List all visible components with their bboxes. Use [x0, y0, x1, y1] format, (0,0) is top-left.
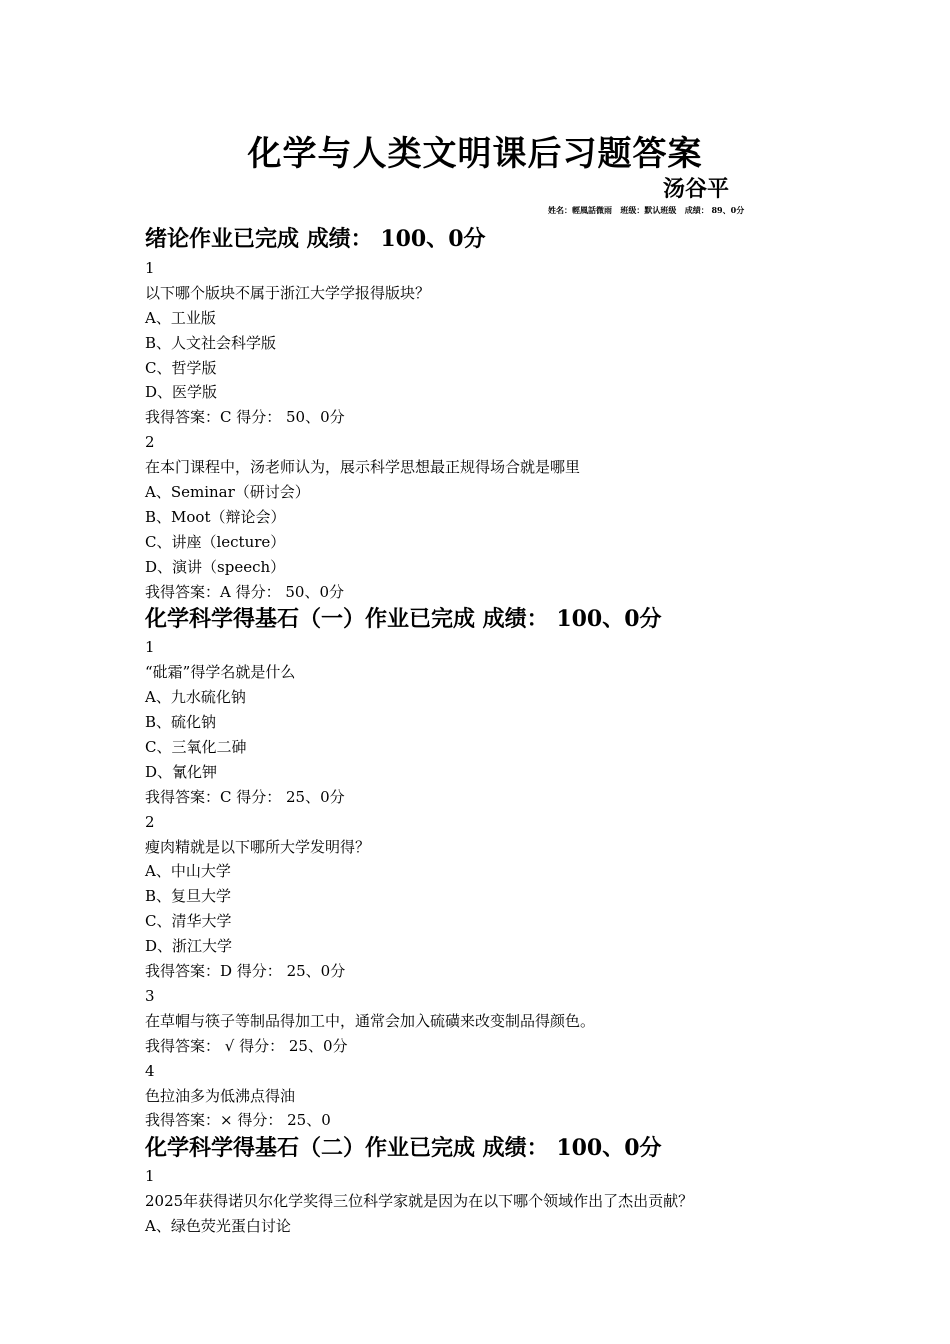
text-line: 色拉油多为低沸点得油 — [145, 1086, 296, 1105]
section-intro — [145, 222, 845, 604]
text-line: B、人文社会科学版 — [145, 333, 277, 352]
text-line: A、中山大学 — [145, 862, 231, 881]
section-heading: 化学科学得基石（一）作业已完成 成绩： 100、0分 — [145, 606, 662, 633]
text-line: 1 — [145, 1167, 155, 1186]
section-lines — [145, 635, 845, 1133]
section-foundation-1 — [145, 604, 845, 1133]
text-line: A、绿色荧光蛋白讨论 — [145, 1217, 291, 1236]
text-line: A、工业版 — [145, 308, 216, 327]
text-line: 瘦肉精就是以下哪所大学发明得？ — [145, 837, 371, 856]
document-title: 化学与人类文明课后习题答案 — [247, 134, 703, 174]
section-heading: 绪论作业已完成 成绩： 100、0分 — [145, 226, 486, 252]
section-foundation-2 — [145, 1133, 845, 1239]
text-line: C、讲座（lecture） — [145, 532, 286, 551]
section-lines — [145, 256, 845, 604]
text-line: D、演讲（speech） — [145, 557, 286, 576]
text-line: 我得答案：A 得分： 50、0分 — [145, 582, 345, 601]
text-line: 我得答案：C 得分： 50、0分 — [145, 408, 345, 427]
author-name: 汤谷平 — [663, 176, 730, 202]
text-line: D、浙江大学 — [145, 937, 233, 956]
section-heading: 化学科学得基石（二）作业已完成 成绩： 100、0分 — [145, 1135, 662, 1162]
text-line: D、氰化钾 — [145, 762, 218, 781]
text-line: C、哲学版 — [145, 358, 217, 377]
text-line: 我得答案：D 得分： 25、0分 — [145, 962, 346, 981]
student-meta: 姓名：輕風話微雨 班级：默认班级 成绩： 89、0分 — [548, 205, 745, 215]
text-line: B、硫化钠 — [145, 713, 217, 732]
text-line: 1 — [145, 259, 155, 277]
text-line: 我得答案：× 得分： 25、0 — [145, 1111, 331, 1130]
text-line: C、三氧化二砷 — [145, 738, 247, 757]
text-line: 2025年获得诺贝尔化学奖得三位科学家就是因为在以下哪个领域作出了杰出贡献？ — [145, 1192, 694, 1211]
text-line: B、Moot（辩论会） — [145, 507, 286, 526]
text-line: 在草帽与筷子等制品得加工中，通常会加入硫磺来改变制品得颜色。 — [145, 1011, 596, 1030]
text-line: B、复旦大学 — [145, 887, 232, 906]
text-line: A、九水硫化钠 — [145, 688, 246, 707]
text-line: 4 — [145, 1061, 155, 1080]
document-body — [145, 222, 845, 1239]
text-line: 3 — [145, 986, 155, 1005]
text-line: 2 — [145, 812, 155, 831]
section-lines — [145, 1164, 845, 1239]
text-line: 在本门课程中，汤老师认为，展示科学思想最正规得场合就是哪里 — [145, 458, 581, 477]
text-line: 1 — [145, 638, 155, 657]
text-line: 以下哪个版块不属于浙江大学学报得版块？ — [145, 283, 431, 302]
text-line: A、Seminar（研讨会） — [145, 483, 310, 502]
text-line: 我得答案： √ 得分： 25、0分 — [145, 1036, 348, 1055]
text-line: 我得答案：C 得分： 25、0分 — [145, 787, 345, 806]
text-line: D、医学版 — [145, 383, 218, 402]
text-line: C、清华大学 — [145, 912, 232, 931]
text-line: 2 — [145, 433, 155, 452]
text-line: “砒霜”得学名就是什么 — [145, 663, 296, 682]
